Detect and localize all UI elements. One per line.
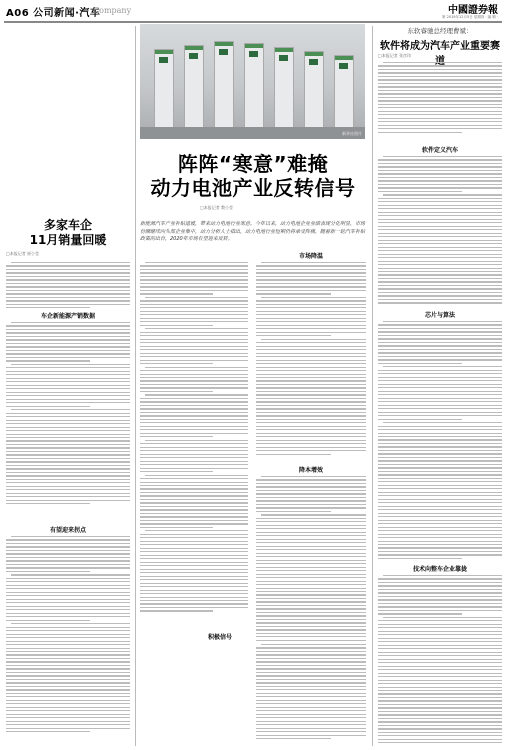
right-headline: 软件将成为汽车产业重要赛 xyxy=(380,41,500,52)
left-body-a xyxy=(6,262,130,312)
left-headline-line1: 多家车企 xyxy=(43,218,92,232)
section-english: Company xyxy=(93,6,132,15)
right-body-d xyxy=(378,575,502,745)
subhead-market-cooling: 市场降温 xyxy=(298,253,323,260)
main-body-col2-c xyxy=(256,644,366,744)
left-headline xyxy=(6,218,130,248)
right-byline: □本报记者 张彦玮 xyxy=(378,53,412,58)
subhead-cost-reduction: 降本增效 xyxy=(298,467,323,474)
photo-credit: 新华社图片 xyxy=(342,131,362,136)
left-byline: □本报记者 崔小莹 xyxy=(6,251,40,256)
main-headline-line1: 阵阵“寒意”难掩 xyxy=(177,152,329,176)
subhead-turning-point: 有望迎来拐点 xyxy=(49,527,86,534)
section-title: A06 公司新闻·汽车 xyxy=(6,8,101,19)
date-line: 第 2019年12月5日 星期四 · 编 辑 · xyxy=(442,15,498,19)
column-divider-right xyxy=(372,26,373,746)
subhead-move-to-oem: 技术向整车企业靠拢 xyxy=(412,566,467,573)
main-headline-line2: 动力电池产业反转信号 xyxy=(150,176,356,200)
subhead-software-defined: 软件定义汽车 xyxy=(421,147,458,154)
left-body-c xyxy=(6,536,130,742)
left-headline-line2: 11月销量回暖 xyxy=(29,233,107,247)
subhead-chips-algorithms: 芯片与算法 xyxy=(424,312,455,319)
right-kicker: 东软睿驰总经理曹斌： xyxy=(407,27,473,35)
charging-station-photo xyxy=(140,24,365,139)
main-body-col2-a xyxy=(256,262,366,462)
right-body-b xyxy=(378,156,502,306)
subhead-ev-sales-data: 车企新能源产销数据 xyxy=(40,313,95,320)
header-rule xyxy=(4,21,502,23)
left-body-b xyxy=(6,322,130,512)
subhead-positive-signal: 积极信号 xyxy=(207,634,232,641)
main-body-col2-b xyxy=(256,476,366,641)
newspaper-logo: 中國證券報 xyxy=(448,5,498,16)
main-headline xyxy=(140,152,366,200)
left-top-blank xyxy=(6,24,130,214)
main-lead: 新能源汽车产业补贴退坡，带来动力电池行业寒意。今年以来，动力电池企业业绩表现分化明显，市场份额继续向头部企业集中，动力分析人士指出，动力电池行业短期仍将承受阵痛，随着新一轮汽车补贴政策的出台，2020年市场有望迎来反转。 xyxy=(140,221,366,242)
right-body-a xyxy=(378,62,502,142)
main-body-col1 xyxy=(140,262,248,740)
right-body-c xyxy=(378,321,502,561)
column-divider-left xyxy=(135,26,136,746)
main-byline: □本报记者 教小莹 xyxy=(200,205,234,210)
